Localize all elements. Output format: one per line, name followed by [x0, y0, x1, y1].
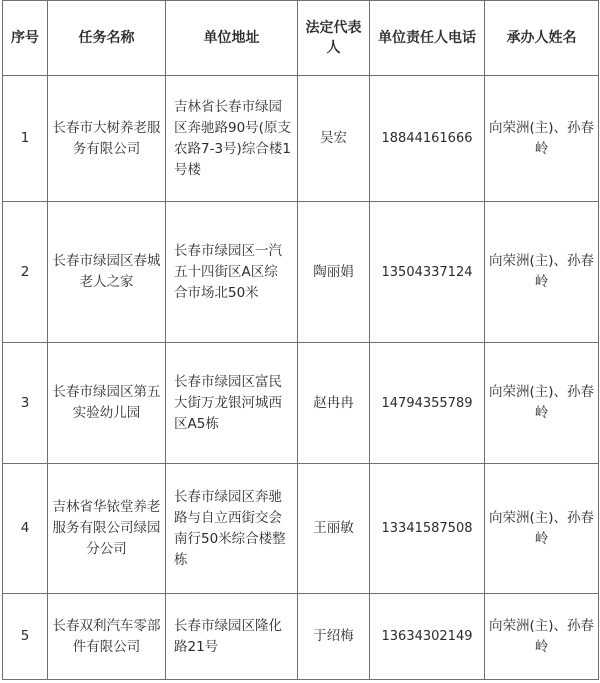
header-task-name: 任务名称: [48, 1, 166, 76]
header-legal-rep: 法定代表人: [298, 1, 370, 76]
row-task-name: 长春市绿园区第五实验幼儿园: [48, 343, 166, 464]
row-phone: 14794355789: [370, 343, 485, 464]
row-address: 吉林省长春市绿园区奔驰路90号(原支农路7-3号)综合楼1号楼: [166, 76, 298, 202]
row-legal-rep: 于绍梅: [298, 594, 370, 680]
row-no: 2: [3, 202, 48, 343]
row-legal-rep: 吴宏: [298, 76, 370, 202]
row-task-name: 长春双利汽车零部件有限公司: [48, 594, 166, 680]
table-row: [3, 343, 599, 464]
task-table: [2, 0, 599, 680]
header-phone: 单位责任人电话: [370, 1, 485, 76]
row-legal-rep: 陶丽娟: [298, 202, 370, 343]
row-no: 5: [3, 594, 48, 680]
table-row: [3, 202, 599, 343]
row-handler: 向荣洲(主)、孙春岭: [485, 594, 599, 680]
row-address: 长春市绿园区隆化路21号: [166, 594, 298, 680]
row-task-name: 长春市绿园区春城老人之家: [48, 202, 166, 343]
row-phone: 13504337124: [370, 202, 485, 343]
row-legal-rep: 赵冉冉: [298, 343, 370, 464]
row-handler: 向荣洲(主)、孙春岭: [485, 343, 599, 464]
row-task-name: 吉林省华铱堂养老服务有限公司绿园分公司: [48, 464, 166, 594]
row-phone: 18844161666: [370, 76, 485, 202]
row-phone: 13634302149: [370, 594, 485, 680]
row-no: 3: [3, 343, 48, 464]
row-handler: 向荣洲(主)、孙春岭: [485, 76, 599, 202]
row-handler: 向荣洲(主)、孙春岭: [485, 202, 599, 343]
header-no: 序号: [3, 1, 48, 76]
table-row: [3, 76, 599, 202]
row-no: 4: [3, 464, 48, 594]
row-legal-rep: 王丽敏: [298, 464, 370, 594]
row-phone: 13341587508: [370, 464, 485, 594]
header-handler: 承办人姓名: [485, 1, 599, 76]
row-address: 长春市绿园区奔驰路与自立西街交会南行50米综合楼整栋: [166, 464, 298, 594]
table-row: [3, 594, 599, 680]
row-task-name: 长春市大树养老服务有限公司: [48, 76, 166, 202]
row-no: 1: [3, 76, 48, 202]
row-address: 长春市绿园区富民大街万龙银河城西区A5栋: [166, 343, 298, 464]
row-address: 长春市绿园区一汽五十四街区A区综合市场北50米: [166, 202, 298, 343]
header-address: 单位地址: [166, 1, 298, 76]
row-handler: 向荣洲(主)、孙春岭: [485, 464, 599, 594]
table-header-row: [3, 1, 599, 76]
table-row: [3, 464, 599, 594]
